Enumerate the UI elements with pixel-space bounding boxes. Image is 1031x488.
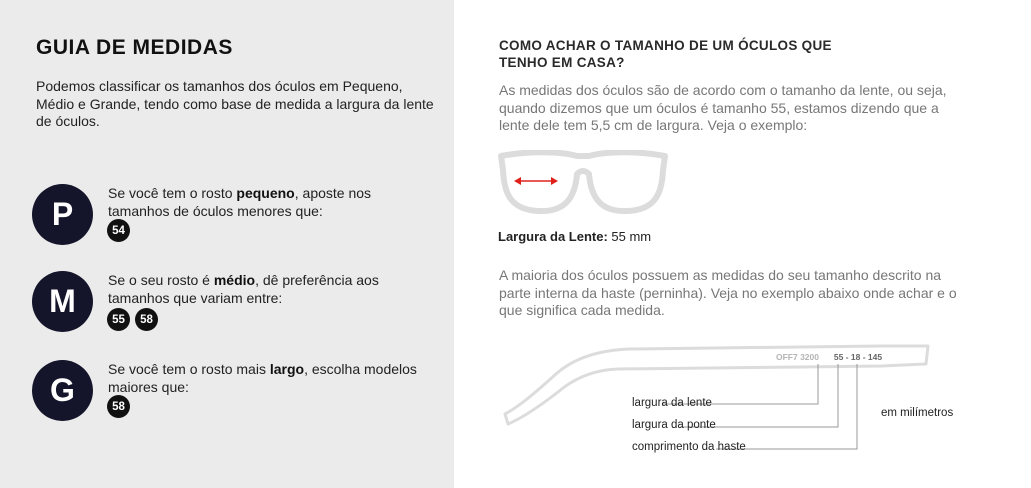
temple-measures-text: 55 - 18 - 145 [833,352,883,362]
leader-temple [716,364,857,449]
size-text-large [108,361,428,396]
arrow-left-head [514,177,521,185]
size-text-small [108,185,428,220]
size-chip: 58 [135,308,158,331]
size-guide-intro: Podemos classificar os tamanhos dos óculos em Pequeno, Médio e Grande, tendo como base de medida a largura da lente de óculos. [36,78,434,129]
size-emphasis: médio [213,272,256,288]
size-text-medium [108,272,428,307]
size-badge-g: G [32,360,93,421]
size-row-medium [32,271,442,333]
size-text-after: , escolha modelos maiores que: [108,361,417,395]
label-temple-length: comprimento da haste [632,441,746,453]
label-millimeters: em milímetros [881,407,954,419]
size-text-before: Se você tem o rosto [108,185,237,201]
label-lens-width: largura da lente [632,397,712,409]
size-emphasis: pequeno [236,185,295,201]
leader-bridge [680,364,838,427]
size-row-large [32,360,442,422]
size-chips-small [107,219,130,242]
size-emphasis: largo [269,361,305,377]
how-to-measure-panel [454,0,1031,488]
size-guide-panel [0,0,454,488]
size-chip: 54 [107,219,130,242]
lens-width-label: Largura da Lente: [498,229,608,244]
size-text-before: Se você tem o rosto mais [108,361,270,377]
size-text-before: Se o seu rosto é [108,272,214,288]
arrow-right-head [551,177,558,185]
lens-width-value: 55 mm [607,229,652,244]
how-to-measure-title: COMO ACHAR O TAMANHO DE UM ÓCULOS QUE TENHO EM CASA? [499,38,832,70]
size-text-after: , aposte nos tamanhos de óculos menores que: [108,185,372,219]
size-row-small [32,184,442,246]
size-chips-medium [107,308,158,331]
lens-width-caption [498,229,651,244]
size-text-after: , dê preferência aos tamanhos que variam entre: [108,272,379,306]
size-chip: 55 [107,308,130,331]
how-to-measure-paragraph-1: As medidas dos óculos são de acordo com o tamanho da lente, ou seja, quando dizemos que um óculos é tamanho 55, estamos dizendo que a lente dele tem 5,5 cm de largura. Veja o exemplo: [499,82,947,133]
size-chips-large [107,395,130,418]
glasses-front-illustration [497,150,669,216]
how-to-measure-paragraph-2: A maioria dos óculos possuem as medidas do seu tamanho descrito na parte interna da haste (perninha). Veja no exemplo abaixo onde achar e o que significa cada medida. [499,267,957,318]
size-guide-title: GUIA DE MEDIDAS [36,36,233,59]
size-badge-p: P [32,184,93,245]
label-bridge-width: largura da ponte [632,419,716,431]
size-chip: 58 [107,395,130,418]
size-badge-m: M [32,271,93,332]
temple-model-text: OFF7 3200 [776,352,819,362]
